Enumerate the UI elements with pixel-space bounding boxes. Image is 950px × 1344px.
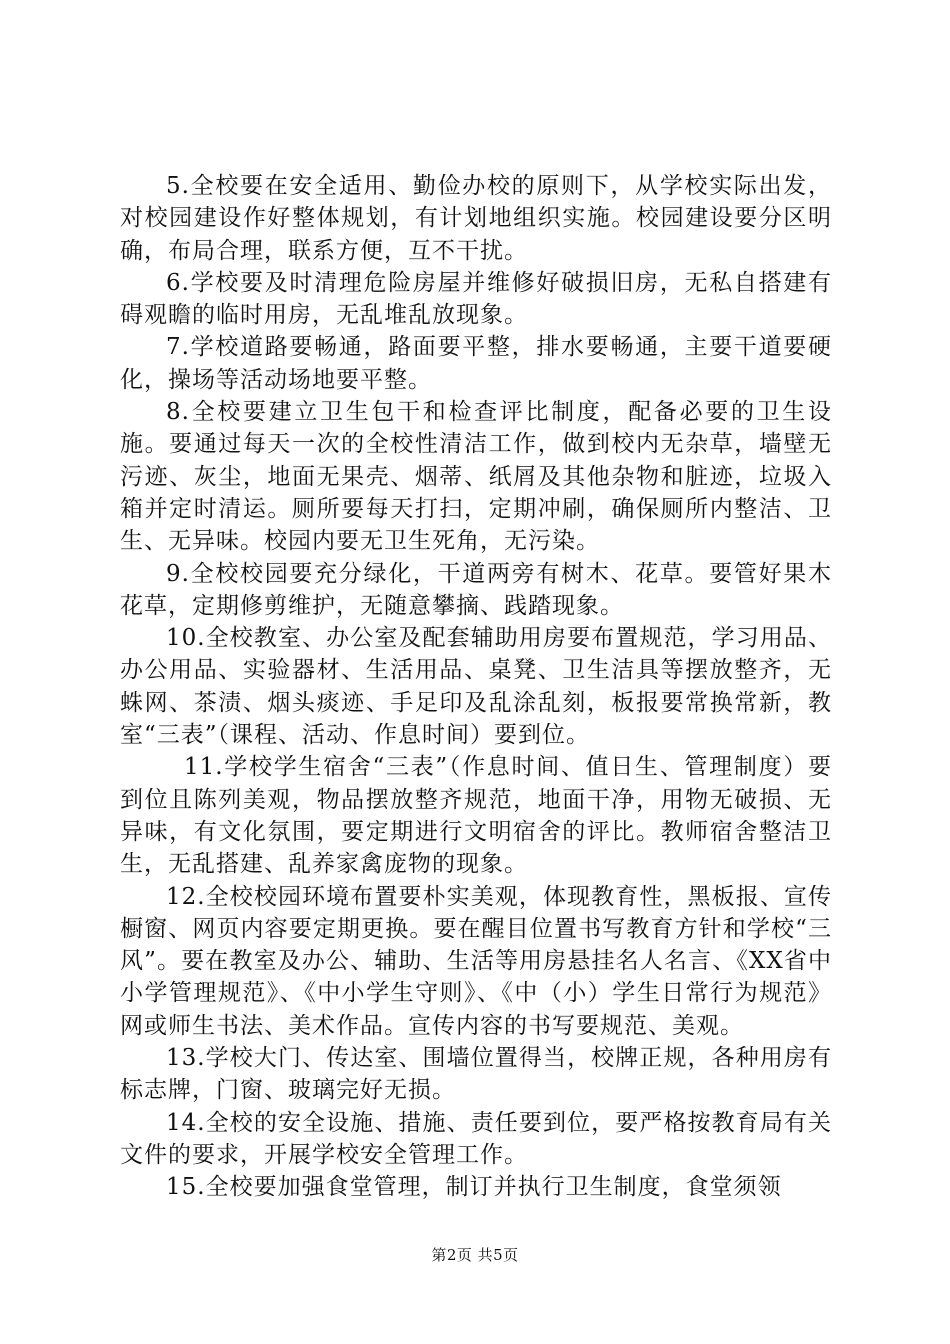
document-body <box>120 170 832 1204</box>
paragraph-11: 11.学校学生宿舍“三表”（作息时间、值日生、管理制度）要到位且陈列美观，物品摆放整齐规范，地面干净，用物无破损、无异味，有文化氛围，要定期进行文明宿舍的评比。教师宿舍整洁卫生，无乱搭建、乱养家禽庞物的现象。 <box>120 754 832 878</box>
paragraph-12: 12.全校校园环境布置要朴实美观，体现教育性，黑板报、宣传橱窗、网页内容要定期更换。要在醒目位置书写教育方针和学校“三风”。要在教室及办公、辅助、生活等用房悬挂名人名言、《XX省中小学管理规范》、《中小学生守则》、《中（小）学生日常行为规范》网或师生书法、美术作品。宣传内容的书写要规范、美观。 <box>120 883 832 1039</box>
paragraph-14: 14.全校的安全设施、措施、责任要到位，要严格按教育局有关文件的要求，开展学校安全管理工作。 <box>120 1109 832 1168</box>
paragraph-13: 13.学校大门、传达室、围墙位置得当，校牌正规，各种用房有标志牌，门窗、玻璃完好无损。 <box>120 1045 832 1104</box>
paragraph-5: 5.全校要在安全适用、勤俭办校的原则下，从学校实际出发，对校园建设作好整体规划，有计划地组织实施。校园建设要分区明确，布局合理，联系方便，互不干扰。 <box>120 173 832 264</box>
paragraph-9: 9.全校校园要充分绿化，干道两旁有树木、花草。要管好果木花草，定期修剪维护，无随意攀摘、践踏现象。 <box>120 560 832 619</box>
paragraph-15: 15.全校要加强食堂管理，制订并执行卫生制度，食堂须领 <box>166 1174 782 1201</box>
paragraph-10: 10.全校教室、办公室及配套辅助用房要布置规范，学习用品、办公用品、实验器材、生活用品、桌凳、卫生洁具等摆放整齐，无蛛网、茶渍、烟头痰迹、手足印及乱涂乱刻，板报要常换常新，教室“三表”（课程、活动、作息时间）要到位。 <box>120 625 832 749</box>
paragraph-8: 8.全校要建立卫生包干和检查评比制度，配备必要的卫生设施。要通过每天一次的全校性清洁工作，做到校内无杂草，墙壁无污迹、灰尘，地面无果壳、烟蒂、纸屑及其他杂物和脏迹，垃圾入箱并定时清运。厕所要每天打扫，定期冲刷，确保厕所内整洁、卫生、无异味。校园内要无卫生死角，无污染。 <box>120 399 832 555</box>
paragraph-6: 6.学校要及时清理危险房屋并维修好破损旧房，无私自搭建有碍观瞻的临时用房，无乱堆乱放现象。 <box>120 269 832 329</box>
page-number-footer: 第2页 共5页 <box>431 1246 519 1264</box>
paragraph-7: 7.学校道路要畅通，路面要平整，排水要畅通，主要干道要硬化，操场等活动场地要平整。 <box>120 334 832 393</box>
